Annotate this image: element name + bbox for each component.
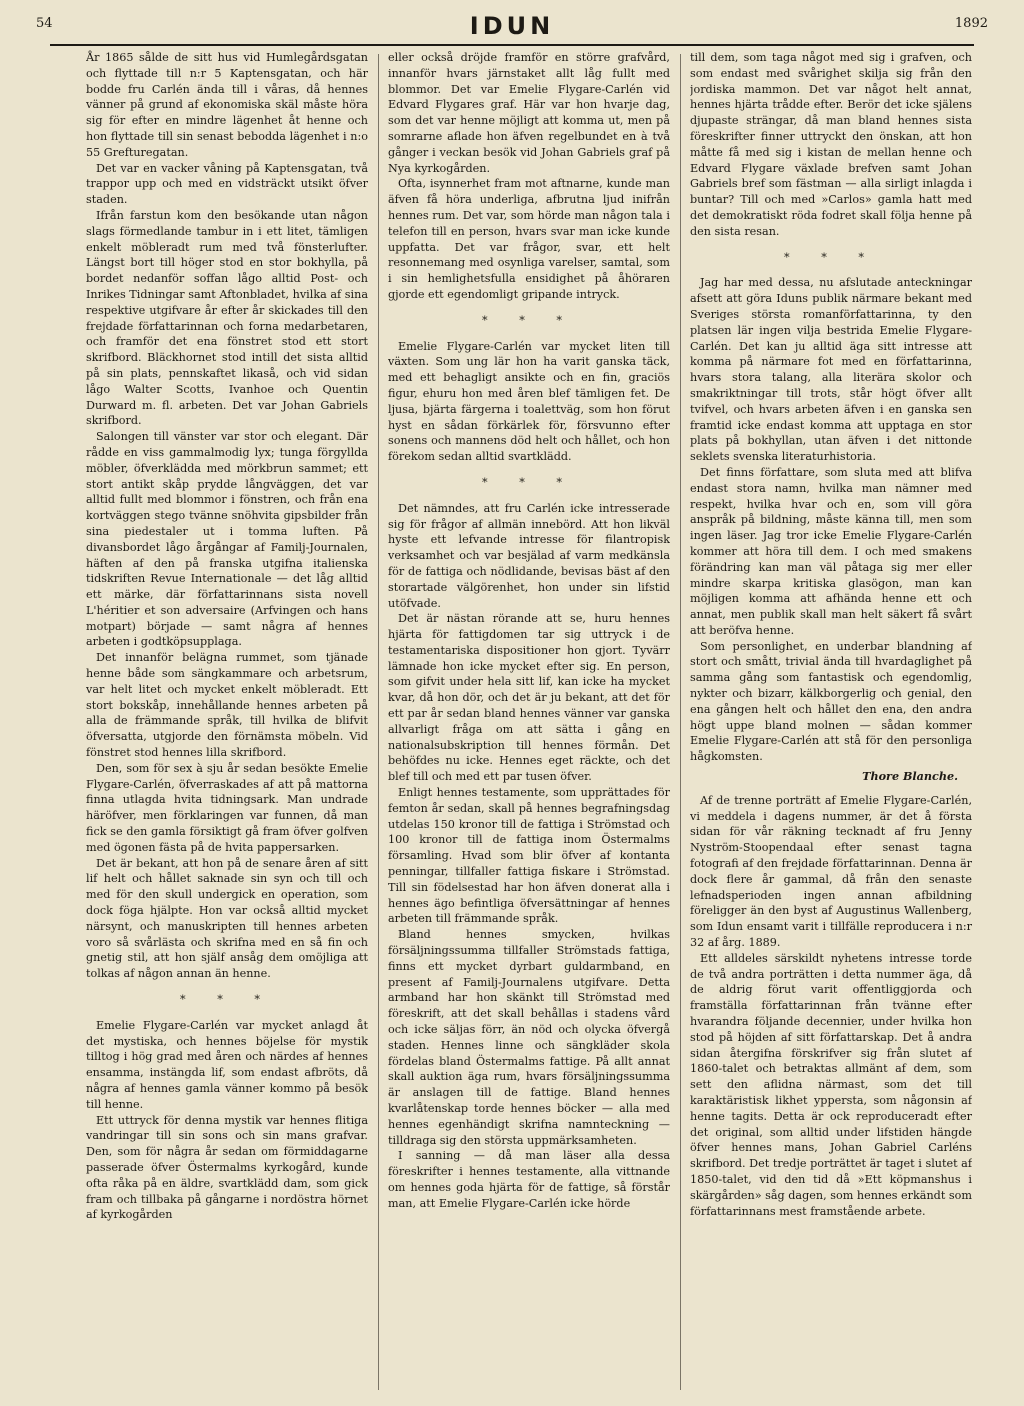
paragraph: Af de trenne porträtt af Emelie Flygare-Carlén, vi meddela i dagens nummer, är det å första sidan för vår räkning tecknadt af fru Jenny Nyström-Stoopendaal efter senast tagna fotografi af den frejdade författarinnan. Denna är dock flere år gammal, då från den senaste lefnadsperioden ingen annan afbildning föreligger än den byst af Augustinus Wallenberg, som Idun ensamt varit i tillfälle reproducera i n:r 32 af årg. 1889. (690, 793, 972, 950)
paragraph: Det är bekant, att hon på de senare åren af sitt lif helt och hållet saknade sin syn och till och med för den skull undergick en operation, som dock föga hjälpte. Hon var också alltid mycket närsynt, och manuskripten till hennes arbeten voro så svårlästa och skrifna med en så fin och gnetig stil, att hon själf ansåg dem omöjliga att tolkas af någon annan än henne. (86, 856, 368, 981)
section-stars: * * * (482, 475, 576, 489)
column-1 (86, 50, 368, 1390)
paragraph: Salongen till vänster var stor och elegant. Där rådde en viss gammalmodig lyx; tunga förgyllda möbler, öfverklädda med mörkbrun sammet; ett stort antikt skåp prydde långväggen, det var alltid fullt med blommor i fönstren, och från ena kortväggen stego tvänne snöhvita gipsbilder från sina piedestaler ut i tomma luften. På divansbordet lågo årgångar af Familj-Journalen, häften af den på franska utgifna italienska tidskriften Revue Internationale — det låg alltid ett märke, där författarinnans sista novell L'héritier et son adversaire (Arfvingen och hans motpart) började — samt några af hennes arbeten i godtköpsupplaga. (86, 430, 368, 649)
article-columns (86, 50, 972, 1390)
paragraph: Det är nästan rörande att se, huru hennes hjärta för fattigdomen tar sig uttryck i de testamentariska dispositioner hon gjort. Tyvärr lämnade hon icke mycket efter sig. En person, som gifvit under hela sitt lif, kan icke ha mycket kvar, då hon dör, och det är ju bekant, att det för ett par år sedan bland hennes vänner var ganska allvarligt fråga om att sätta i gång en nationalsubskription till hennes förmån. Det behöfdes nu icke. Hennes eget räckte, och det blef till och med ett par tusen öfver. (388, 612, 670, 784)
header-rule (50, 44, 974, 46)
paragraph: Emelie Flygare-Carlén var mycket liten till växten. Som ung lär hon ha varit ganska täck, med ett behagligt ansikte och en fin, graciös figur, ehuru hon med åren blef tämligen fet. De ljusa, bjärta färgerna i toalettväg, som hon förut hyst en sådan förkärlek för, försvunno efter sonens och mannens död helt och hållet, och hon förekom sedan alltid svartklädd. (388, 339, 670, 464)
column-3 (690, 50, 972, 1390)
section-stars: * * * (482, 313, 576, 327)
column-2 (388, 50, 670, 1390)
paragraph: Ett uttryck för denna mystik var hennes flitiga vandringar till sin sons och sin mans grafvar. Den, som för några år sedan om förmiddagarne passerade öfver Östermalms kyrkogård, kunde ofta råka på en äldre, svartklädd dam, som gick fram och tillbaka på gångarne i nordöstra hörnet af kyrkogården (86, 1113, 368, 1222)
author-signature: Thore Blanche. (862, 769, 958, 784)
paragraph: Som personlighet, en underbar blandning af stort och smått, trivial ända till hvardaglighet på samma gång som fantastisk och egendomlig, nykter och bizarr, kälkborgerlig och genial, den ena gången helt och hållet den ena, den andra högt uppe bland molnen — sådan kommer Emelie Flygare-Carlén att stå för den personliga hågkomsten. (690, 639, 972, 764)
paragraph: År 1865 sålde de sitt hus vid Humlegårdsgatan och flyttade till n:r 5 Kaptensgatan, och här bodde fru Carlén ända till i våras, då hennes vänner på grund af ekonomiska skäl måste höra sig för efter en mindre lägenhet åt henne och hon flyttade till sin senast bebodda lägenhet i n:o 55 Grefturegatan. (86, 51, 368, 159)
section-stars: * * * (180, 993, 274, 1007)
column-divider (378, 54, 379, 1390)
paragraph: Det var en vacker våning på Kaptensgatan, två trappor upp och med en vidsträckt utsikt öfver staden. (86, 161, 368, 207)
section-stars: * * * (784, 250, 878, 264)
paragraph: eller också dröjde framför en större grafvård, innanför hvars järnstaket allt låg fullt med blommor. Det var Emelie Flygare-Carlén vid Edvard Flygares graf. Här var hon hvarje dag, som det var henne möjligt att komma ut, men på somrarne aflade hon äfven regelbundet en à två gånger i veckan besök vid Johan Gabriels graf på Nya kyrkogården. (388, 51, 670, 175)
paragraph: Emelie Flygare-Carlén var mycket anlagd åt det mystiska, och hennes böjelse för mystik tilltog i hög grad med åren och närdes af hennes ensamma, instängda lif, som endast afbröts, då några af hennes gamla vänner kommo på besök till henne. (86, 1018, 368, 1111)
paragraph: Den, som för sex à sju år sedan besökte Emelie Flygare-Carlén, öfverraskades af att på mattorna finna utlagda hvita tidningsark. Man undrade häröfver, men förklaringen var funnen, då man fick se den gamla försiktigt gå fram öfver golfven med ögonen fästa på de hvita pappersarken. (86, 761, 368, 854)
page-number: 54 (36, 16, 53, 31)
paragraph: Ett alldeles särskildt nyhetens intresse torde de två andra porträtten i detta nummer äga, då de aldrig förut varit offentliggjorda och framställa författarinnan från tvänne efter hvarandra följande decennier, under hvilka hon stod på höjden af sitt författarskap. Det å andra sidan återgifna förskrifver sig från slutet af 1860-talet och betraktas allmänt af dem, som sett den aflidna närmast, som det till karaktäristisk likhet yppersta, som någonsin af henne tagits. Detta är ock reproduceradt efter det original, som alltid under lifstiden hängde öfver hennes mans, Johan Gabriel Carléns skrifbord. Det tredje porträttet är taget i slutet af 1850-talet, vid den tid då »Ett köpmanshus i skärgården» såg dagen, som hennes erkändt som författarinnans mest framstående arbete. (690, 951, 972, 1218)
paragraph: Bland hennes smycken, hvilkas försäljningssumma tillfaller Strömstads fattiga, finns ett mycket dyrbart guldarmband, en present af Familj-Journalens utgifvare. Detta armband har hon skänkt till Strömstad med föreskrift, att det skall behållas i stadens vård och icke säljas förr, än nöd och olycka öfvergå staden. Hennes linne och sängkläder skola fördelas bland Östermalms fattige. På allt annat skall auktion äga rum, hvars försäljningssumma är anslagen till de fattige. Bland hennes kvarlåtenskap torde hennes böcker — alla med hennes egenhändigt skrifna namnteckning — tilldraga sig den största uppmärksamheten. (388, 928, 670, 1147)
paragraph: I sanning — då man läser alla dessa föreskrifter i hennes testamente, alla vittnande om hennes goda hjärta för de fattige, så förstår man, att Emelie Flygare-Carlén icke hörde (388, 1149, 670, 1210)
paragraph: till dem, som taga något med sig i grafven, och som endast med svårighet skilja sig från den jordiska mammon. Det var något helt annat, hennes hjärta trådde efter. Berör det icke själens djupaste strängar, då man bland hennes sista föreskrifter finner uttryckt den önskan, att hon måtte få med sig i kistan de mellan henne och Edvard Flygare växlade brefven samt Johan Gabriels bref som fästman — alla sirligt inlagda i buntar? Till och med »Carlos» gamla hatt med det demokratiskt röda fodret skall följa henne på den sista resan. (690, 51, 972, 238)
page-year: 1892 (954, 16, 988, 31)
column-divider (680, 54, 681, 1390)
paragraph: Jag har med dessa, nu afslutade anteckningar afsett att göra Iduns publik närmare bekant med Sveriges största romanförfattarinna, ty den platsen lär ingen vilja bestrida Emelie Flygare-Carlén. Det kan ju alltid äga sitt intresse att komma på närmare fot med en författarinna, hvars stora talang, alla literära skolor och smakriktningar till trots, står högt öfver allt tvifvel, och hvars arbeten äfven i en ganska sen framtid icke endast komma att upptaga en stor plats på bokhyllan, utan äfven i det nittonde seklets svenska literaturhistoria. (690, 276, 972, 464)
page-header (24, 12, 1000, 48)
paragraph: Enligt hennes testamente, som upprättades för femton år sedan, skall på hennes begrafningsdag utdelas 150 kronor till de fattiga i Strömstad och 100 kronor till de fattiga inom Östermalms församling. Hvad som blir öfver af kontanta penningar, tillfaller fattiga fiskare i Strömstad. Till sin födelsestad har hon äfven donerat alla i hennes ägo befintliga öfversättningar af hennes arbeten till främmande språk. (388, 786, 670, 926)
paragraph: Ifrån farstun kom den besökande utan någon slags förmedlande tambur in i ett litet, tämligen enkelt möbleradt rum med två fönsterlufter. Längst bort till höger stod en stor bokhylla, på bordet nedanför soffan lågo alltid Post- och Inrikes Tidningar samt Aftonbladet, hvilka af sina respektive utgifvare år efter år skickades till den frejdade författarinnan och forna medarbetaren, och framför det ena fönstret stod ett stort skrifbord. Bläckhornet stod intill det sista alltid på sin plats, pennskaftet likaså, och vid sidan lågo Walter Scotts, Ivanhoe och Quentin Durward m. fl. arbeten. Det var Johan Gabriels skrifbord. (86, 208, 368, 428)
masthead-title: IDUN (469, 12, 555, 40)
paragraph: Det finns författare, som sluta med att blifva endast stora namn, hvilka man nämner med respekt, hvilka hvar och en, som vill göra anspråk på bildning, måste känna till, men som ingen läser. Jag tror icke Emelie Flygare-Carlén kommer att höra till dem. I och med smakens förändring kan man väl påtaga sig mer eller mindre skarpa kritiska glasögon, man kan möjligen komma att afhända henne ett och annat, men publik skall man helt säkert få svårt att beröfva henne. (690, 465, 972, 637)
paragraph: Ofta, isynnerhet fram mot aftnarne, kunde man äfven få höra underliga, afbrutna ljud inifrån hennes rum. Det var, som hörde man någon tala i telefon till en person, hvars svar man icke kunde uppfatta. Det var frågor, svar, ett helt resonnemang med osynliga varelser, samtal, som i sin hemlighetsfulla ensidighet på åhöraren gjorde ett egendomligt gripande intryck. (388, 177, 670, 301)
paragraph: Det innanför belägna rummet, som tjänade henne både som sängkammare och arbetsrum, var helt litet och mycket enkelt möbleradt. Ett stort bokskåp, innehållande hennes arbeten på alla de främmande språk, till hvilka de blifvit öfversatta, utgjorde den förnämsta möbeln. Vid fönstret stod hennes lilla skrifbord. (86, 651, 368, 760)
paragraph: Det nämndes, att fru Carlén icke intresserade sig för frågor af allmän innebörd. Att hon likväl hyste ett lefvande intresse för filantropisk verksamhet och var besjälad af varm medkänsla för de fattiga och nödlidande, bevisas bäst af den storartade välgörenhet, hon under sin lifstid utöfvade. (388, 501, 670, 610)
